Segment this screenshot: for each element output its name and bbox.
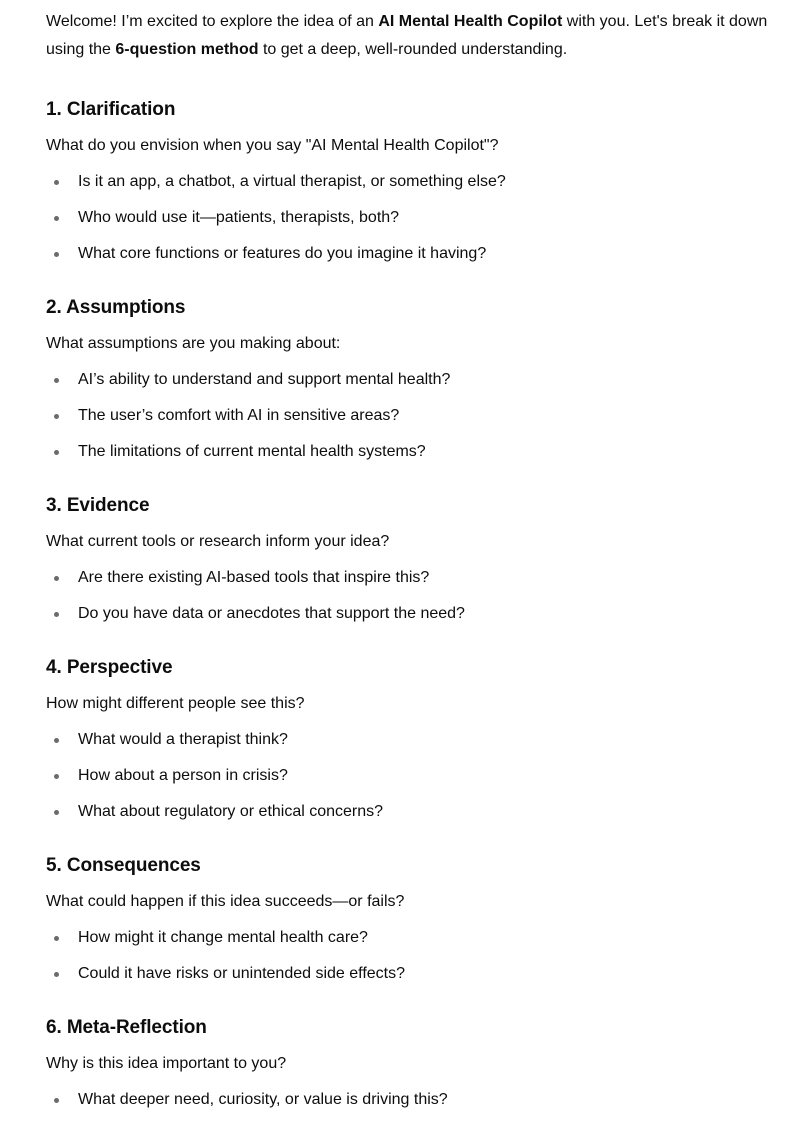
section-question: What current tools or research inform your idea? [46,533,390,550]
assistant-message [46,8,791,1112]
section-question: How might different people see this? [46,695,305,712]
list-item [46,926,791,950]
section-meta-reflection [46,1014,791,1112]
bullet-dot-icon [54,936,59,941]
list-item [46,728,791,752]
section-title: 6. Meta-Reflection [46,1017,207,1038]
section-title: 1. Clarification [46,99,176,120]
bullet-dot-icon [54,810,59,815]
list-item-text: What core functions or features do you imagine it having? [78,245,487,262]
list-item-text: What deeper need, curiosity, or value is driving this? [78,1091,448,1108]
list-item [46,1088,791,1112]
list-item-text: AI’s ability to understand and support mental health? [78,371,451,388]
section-title: 5. Consequences [46,855,201,876]
section-question: What do you envision when you say "AI Mental Health Copilot"? [46,137,499,154]
bullet-dot-icon [54,774,59,779]
bullet-dot-icon [54,576,59,581]
bullet-list [46,170,791,266]
list-item-text: Who would use it—patients, therapists, both? [78,209,400,226]
list-item [46,566,791,590]
section-consequences [46,852,791,986]
list-item-text: How might it change mental health care? [78,929,368,946]
bullet-dot-icon [54,414,59,419]
list-item [46,170,791,194]
bullet-list [46,1088,791,1112]
bullet-dot-icon [54,1098,59,1103]
intro-text-1: Welcome! I’m excited to explore the idea of an [46,13,379,30]
intro-text-2: with you. Let's break it down using the [46,13,768,58]
list-item [46,440,791,464]
bullet-list [46,566,791,626]
section-title: 3. Evidence [46,495,150,516]
intro-bold-1: AI Mental Health Copilot [378,13,563,30]
intro-bold-2: 6-question method [115,41,259,58]
bullet-dot-icon [54,738,59,743]
section-title: 2. Assumptions [46,297,186,318]
section-assumptions [46,294,791,464]
bullet-dot-icon [54,450,59,455]
bullet-dot-icon [54,180,59,185]
bullet-dot-icon [54,252,59,257]
list-item-text: The limitations of current mental health systems? [78,443,426,460]
list-item-text: Could it have risks or unintended side effects? [78,965,406,982]
section-question: What could happen if this idea succeeds—or fails? [46,893,405,910]
list-item-text: The user’s comfort with AI in sensitive areas? [78,407,400,424]
list-item [46,368,791,392]
list-item-text: Are there existing AI-based tools that inspire this? [78,569,430,586]
section-evidence [46,492,791,626]
bullet-dot-icon [54,216,59,221]
list-item [46,800,791,824]
bullet-list [46,728,791,824]
list-item-text: Do you have data or anecdotes that support the need? [78,605,465,622]
intro-text-3: to get a deep, well-rounded understanding. [258,41,568,58]
list-item [46,602,791,626]
bullet-list [46,926,791,986]
list-item-text: How about a person in crisis? [78,767,288,784]
bullet-list [46,368,791,464]
list-item-text: Is it an app, a chatbot, a virtual therapist, or something else? [78,173,506,190]
list-item [46,206,791,230]
section-question: What assumptions are you making about: [46,335,341,352]
section-clarification [46,96,791,266]
list-item-text: What would a therapist think? [78,731,288,748]
list-item [46,242,791,266]
section-title: 4. Perspective [46,657,173,678]
list-item [46,764,791,788]
list-item-text: What about regulatory or ethical concerns? [78,803,384,820]
intro-paragraph [46,8,791,64]
bullet-dot-icon [54,378,59,383]
list-item [46,962,791,986]
bullet-dot-icon [54,612,59,617]
list-item [46,404,791,428]
section-question: Why is this idea important to you? [46,1055,287,1072]
bullet-dot-icon [54,972,59,977]
section-perspective [46,654,791,824]
